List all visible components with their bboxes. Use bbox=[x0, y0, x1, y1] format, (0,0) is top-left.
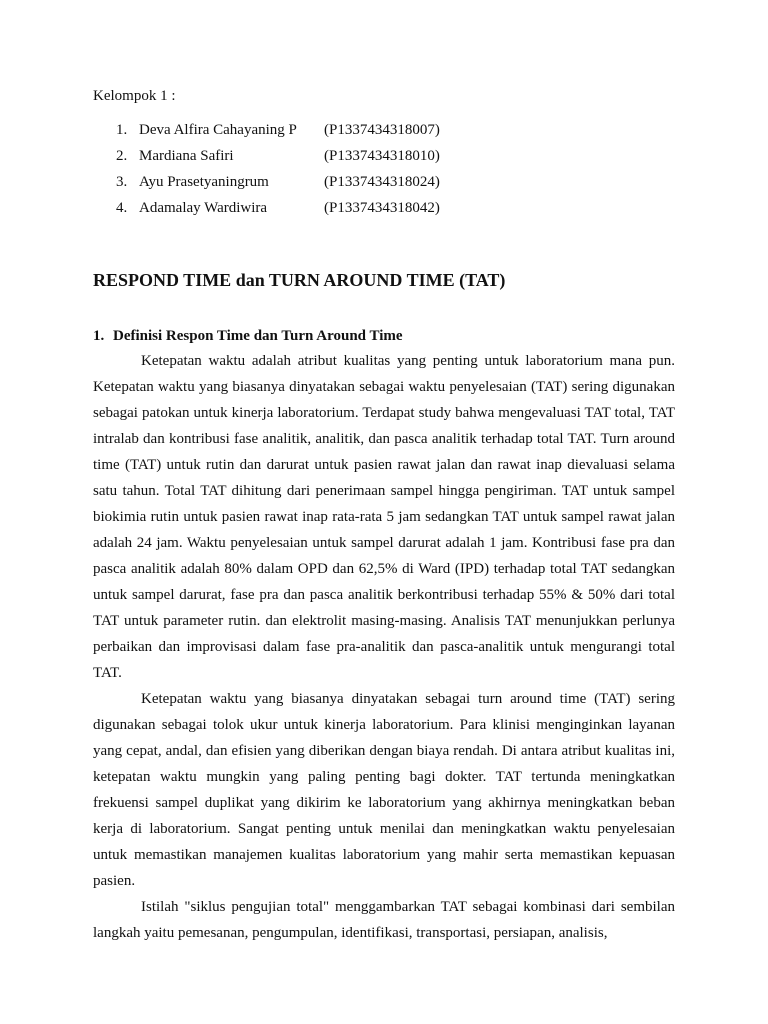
member-list bbox=[0, 121, 768, 225]
member-item bbox=[0, 173, 768, 199]
body-paragraph: Ketepatan waktu yang biasanya dinyatakan sebagai turn around time (TAT) sering digunakan sebagai tolok ukur untuk kinerja laboratorium. Para klinisi menginginkan layanan yang cepat, andal, dan efisien yang diberikan dengan biaya rendah. Di antara atribut kualitas ini, ketepatan waktu mungkin yang paling penting bagi dokter. TAT tertunda meningkatkan frekuensi sampel duplikat yang dikirim ke laboratorium yang akhirnya meningkatkan beban kerja di laboratorium. Sangat penting untuk menilai dan meningkatkan waktu penyelesaian untuk memastikan manajemen kualitas laboratorium yang mahir serta memastikan kepuasan pasien. bbox=[93, 691, 675, 889]
document-title: RESPOND TIME dan TURN AROUND TIME (TAT) bbox=[93, 270, 506, 290]
body-paragraph: Ketepatan waktu adalah atribut kualitas yang penting untuk laboratorium mana pun. Ketepatan waktu yang biasanya dinyatakan sebagai waktu penyelesaian (TAT) sering digunakan sebagai patokan untuk kinerja laboratorium. Terdapat study bahwa mengevaluasi TAT total, TAT intralab dan kontribusi fase analitik, analitik, dan pasca analitik terhadap total TAT. Turn around time (TAT) untuk rutin dan darurat untuk pasien rawat jalan dan rawat inap dievaluasi selama satu tahun. Total TAT dihitung dari penerimaan sampel hingga pengiriman. TAT untuk sampel biokimia rutin untuk pasien rawat inap rata-rata 5 jam sedangkan TAT untuk sampel rawat jalan adalah 24 jam. Waktu penyelesaian untuk sampel darurat adalah 1 jam. Kontribusi fase pra dan pasca analitik adalah 80% dalam OPD dan 62,5% di Ward (IPD) terhadap total TAT sedangkan untuk sampel darurat, fase pra dan pasca analitik berkontribusi terhadap 55% & 50% dari total TAT untuk parameter rutin. dan elektrolit masing-masing. Analisis TAT menunjukkan perlunya perbaikan dan improvisasi dalam fase pra-analitik dan pasca-analitik untuk mengurangi total TAT. bbox=[93, 353, 675, 681]
member-item bbox=[0, 121, 768, 147]
member-id: (P1337434318024) bbox=[324, 174, 440, 190]
member-number: 4. bbox=[116, 200, 128, 216]
member-id: (P1337434318042) bbox=[324, 200, 440, 216]
group-label: Kelompok 1 : bbox=[93, 88, 176, 104]
member-name: Adamalay Wardiwira bbox=[139, 200, 268, 216]
member-number: 2. bbox=[116, 148, 128, 164]
member-number: 3. bbox=[116, 174, 128, 190]
member-id: (P1337434318010) bbox=[324, 148, 440, 164]
section-heading bbox=[93, 327, 403, 345]
member-name: Ayu Prasetyaningrum bbox=[139, 174, 269, 190]
section-body bbox=[93, 348, 675, 946]
member-item bbox=[0, 199, 768, 225]
member-name: Deva Alfira Cahayaning P bbox=[139, 122, 297, 138]
member-item bbox=[0, 147, 768, 173]
section-number: 1. bbox=[93, 328, 105, 344]
section-heading-text: Definisi Respon Time dan Turn Around Time bbox=[113, 328, 403, 344]
body-paragraph: Istilah "siklus pengujian total" menggambarkan TAT sebagai kombinasi dari sembilan langkah yaitu pemesanan, pengumpulan, identifikasi, transportasi, persiapan, analisis, bbox=[93, 899, 675, 941]
member-name: Mardiana Safiri bbox=[139, 148, 234, 164]
member-id: (P1337434318007) bbox=[324, 122, 440, 138]
member-number: 1. bbox=[116, 122, 128, 138]
